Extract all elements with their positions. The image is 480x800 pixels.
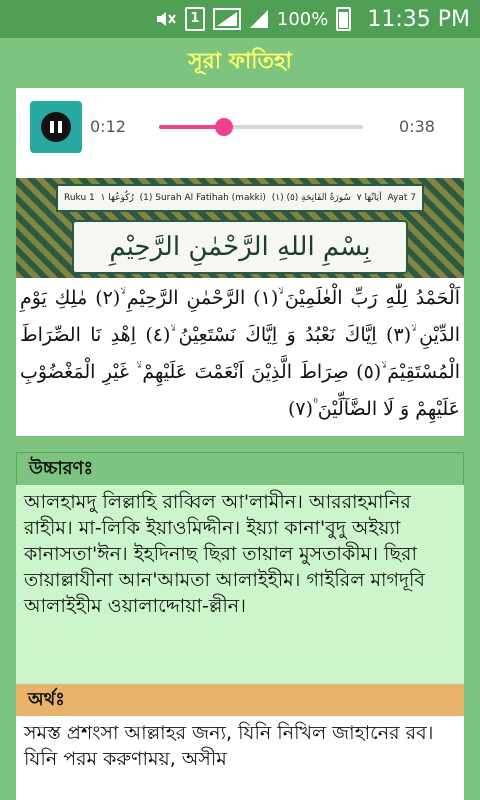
ruku-label-arabic: رُكُوعُهَا ١ (100, 193, 134, 203)
banner-caption (56, 184, 424, 212)
seek-bar[interactable] (159, 125, 363, 129)
pronunciation-section (16, 452, 464, 703)
signal-icon (249, 9, 269, 29)
surah-caption: (1) Surah Al Fatihah (makki) (139, 193, 266, 203)
pronunciation-heading: উচ্চারণঃ (16, 452, 464, 485)
mute-icon (155, 9, 177, 29)
ayat-label: Ayat 7 (387, 193, 416, 203)
meaning-section (16, 684, 464, 800)
surah-banner (16, 178, 464, 278)
signal-icon (213, 8, 241, 30)
page-title: সূরা ফাতিহা (0, 38, 480, 86)
clock: 11:35 PM (367, 6, 470, 32)
battery-percent: 100% (276, 8, 329, 30)
pause-icon (41, 112, 71, 142)
sim-icon: 1 (185, 7, 205, 31)
pronunciation-text: আলহামদু লিল্লাহি রাব্বিল আ'লামীন। আররাহমানির রাহীম। মা-লিকি ইয়াওমিদ্দীন। ইয়্যা কানা'বুদু অইয়্যা কানাসতা'ঈন। ইহদিনাছ ছিরা তায়াল মুসতাকীম। ছিরা তায়াল্লাযীনা আন'আমতা আলাইহীম। গাইরিল মাগদূবি আলাইহীম ওয়ালাদ্দোয়া-ল্লীন। (16, 485, 464, 703)
elapsed-time: 0:12 (90, 117, 126, 136)
battery-icon (336, 7, 351, 31)
meaning-text: সমস্ত প্রশংসা আল্লাহর জন্য, যিনি নিখিল জাহানের রব। যিনি পরম করুণাময়, অসীম (16, 716, 464, 800)
meaning-heading: অর্থঃ (16, 684, 464, 716)
surah-card (16, 88, 464, 436)
status-bar (0, 0, 480, 38)
seek-thumb[interactable] (215, 118, 233, 136)
total-time: 0:38 (399, 117, 435, 136)
ayat-label-arabic: آيَاتُهَا ٧ (356, 193, 382, 203)
audio-player (16, 88, 464, 168)
ruku-label: Ruku 1 (64, 193, 95, 203)
surah-caption-arabic: (١) سُورَةُ الفَاتِحَةِ (٥) (271, 193, 351, 203)
pause-button[interactable] (30, 101, 82, 153)
arabic-verses: اَلْحَمْدُ لِلّٰهِ رَبِّ الْعٰلَمِيْنَ ۙ(١) الرَّحْمٰنِ الرَّحِيْمِ ۙ(٢) مٰلِكِ يَوْمِ الدِّيْنِ ۙ(٣) اِيَّاكَ نَعْبُدُ وَ اِيَّاكَ نَسْتَعِيْنُ ۙ(٤) اِهْدِ نَا الصِّرَاطَ الْمُسْتَقِيْمَ ۙ(٥) صِرَاطَ الَّذِيْنَ اَنْعَمْتَ عَلَيْهِمْ ۙ غَيْرِ الْمَغْضُوْبِ عَلَيْهِمْ وَ لَا الضَّآلِّيْنَ ۠(٧) (20, 287, 461, 420)
bismillah-text: بِسْمِ اللهِ الرَّحْمٰنِ الرَّحِيْمِ (72, 220, 408, 274)
